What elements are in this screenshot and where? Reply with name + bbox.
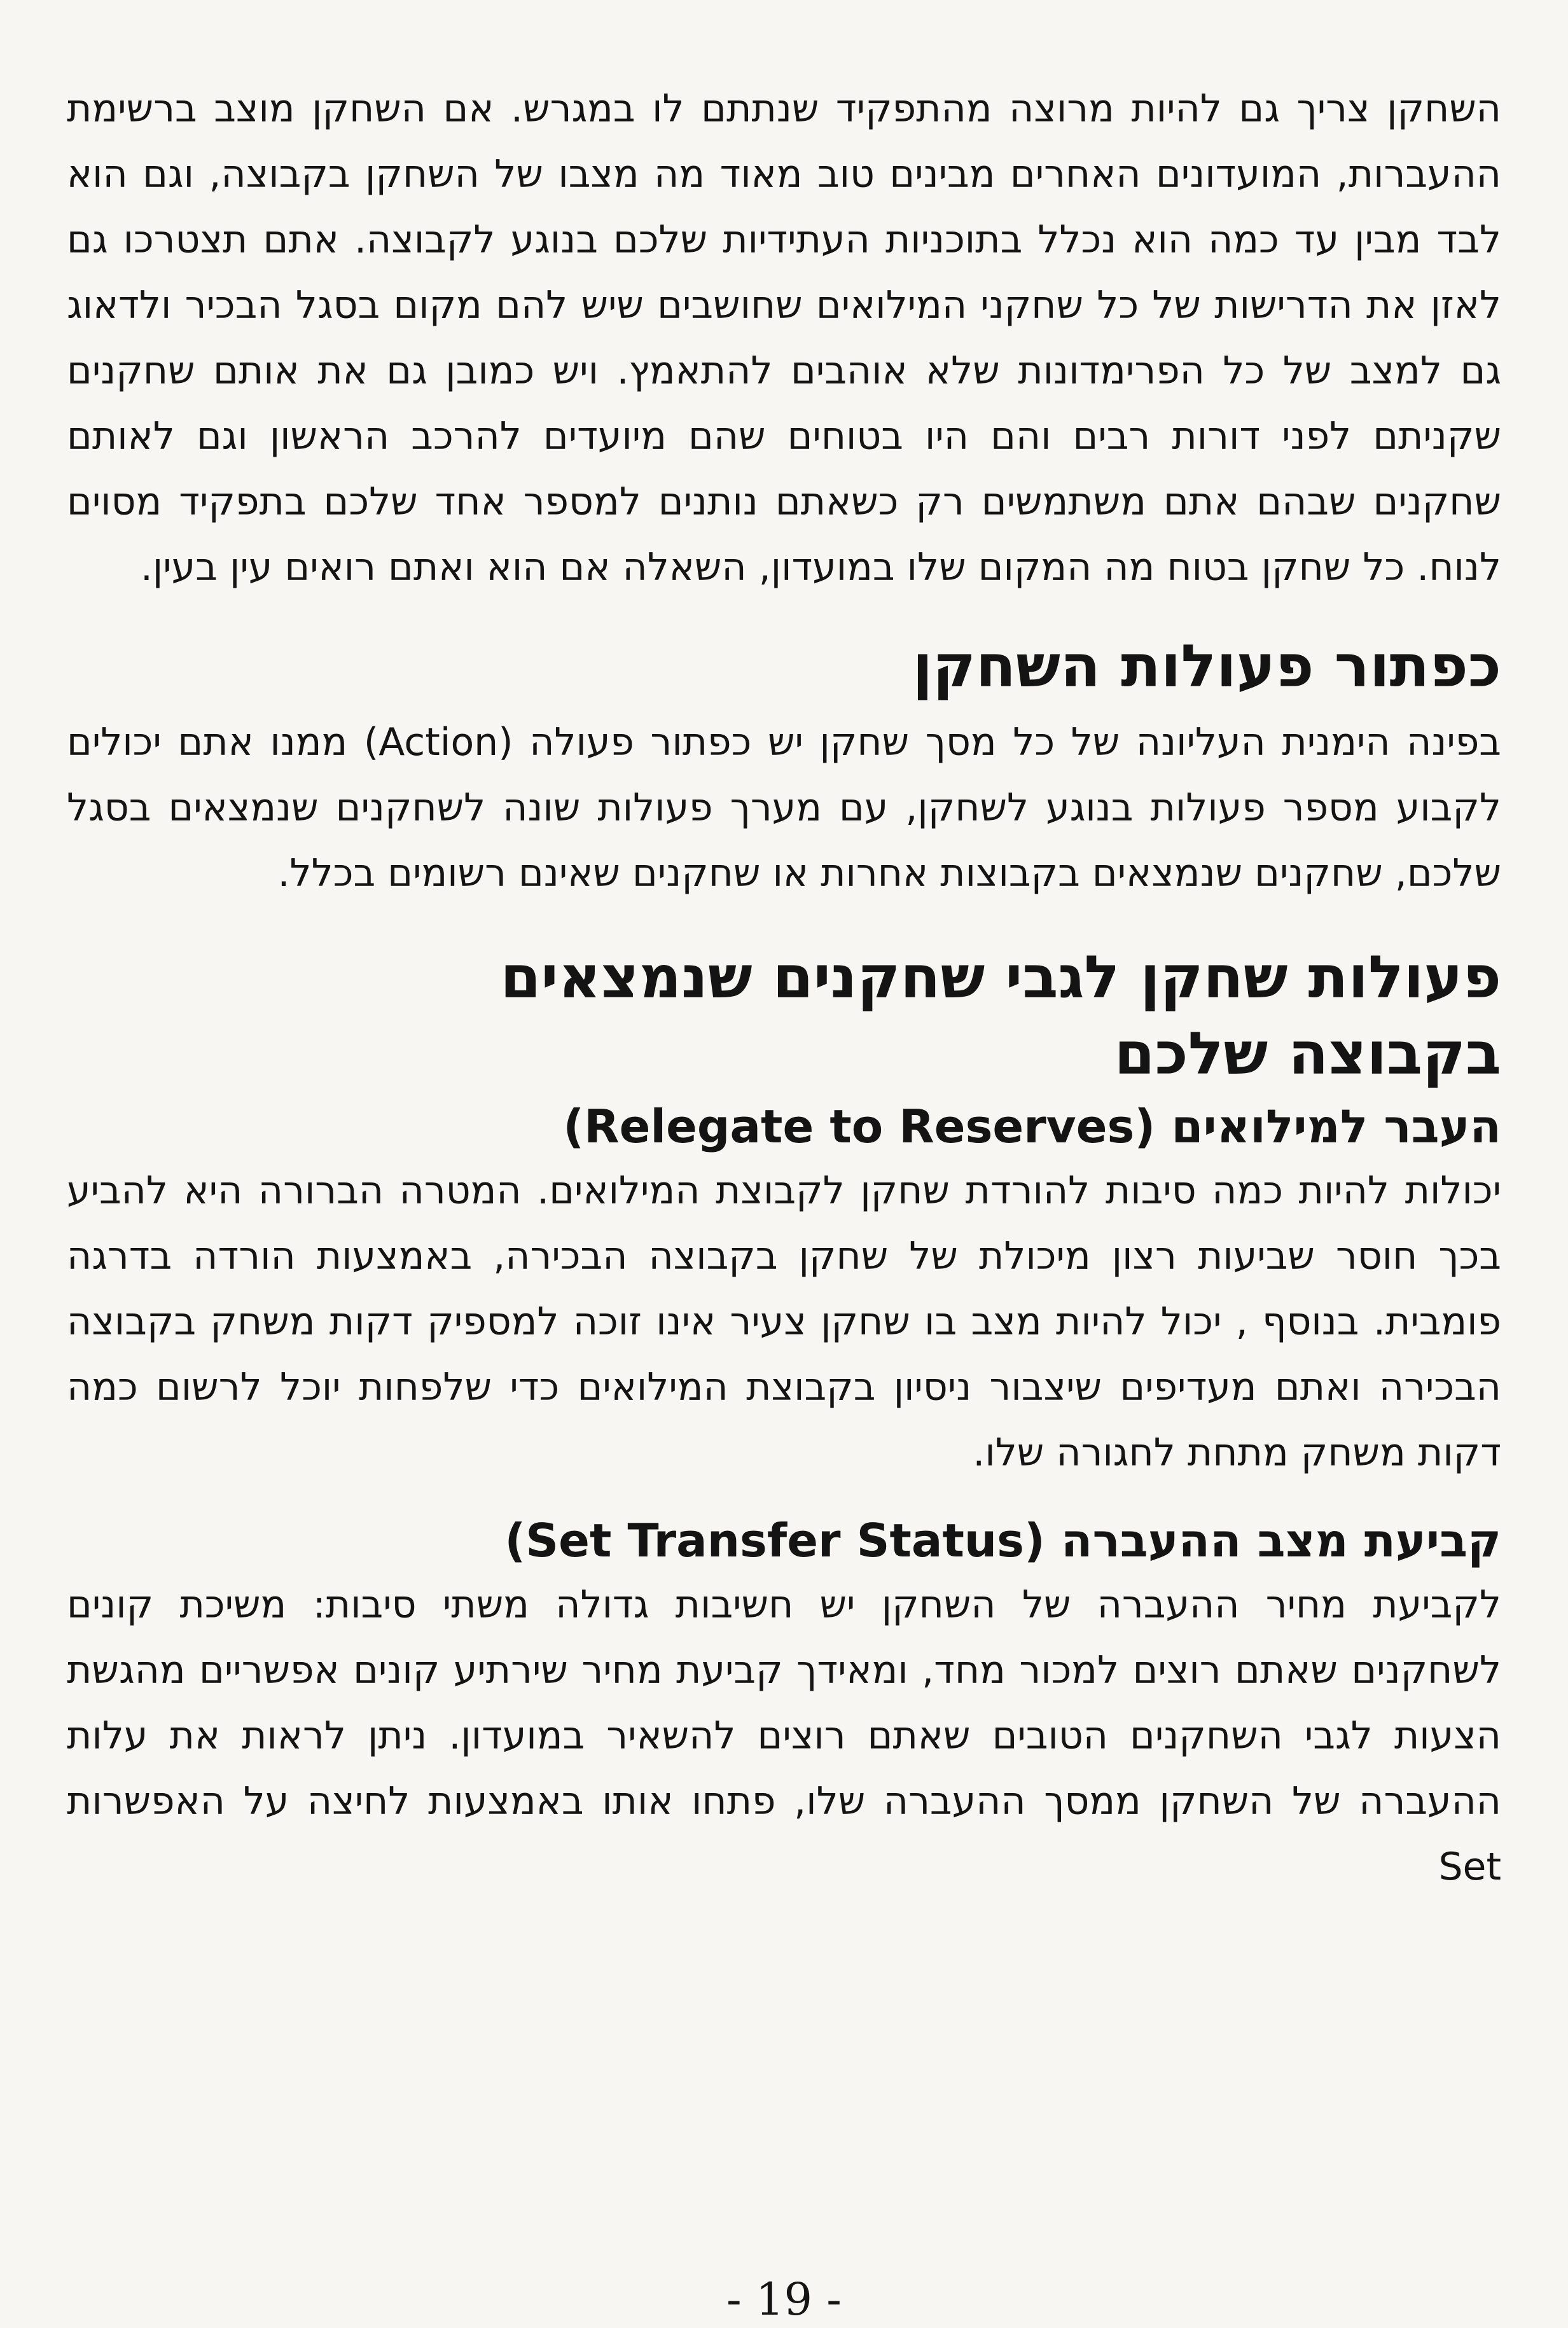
intro-paragraph: השחקן צריך גם להיות מרוצה מהתפקיד שנתתם לו במגרש. אם השחקן מוצב ברשימת ההעברות, המועדונים האחרים מבינים טוב מאוד מה מצבו של השחקן בקבוצה, וגם הוא לבד מבין עד כמה הוא נכלל בתוכניות העתידיות שלכם בנוגע לקבוצה. אתם תצטרכו גם לאזן את הדרישות של כל שחקני המילואים שחושבים שיש להם מקום בסגל הבכיר ולדאוג גם למצב של כל הפרימדונות שלא אוהבים להתאמץ. ויש כמובן גם את אותם שחקנים שקניתם לפני דורות רבים והם היו בטוחים שהם מיועדים להרכב הראשון וגם לאותם שחקנים שבהם אתם משתמשים רק כשאתם נותנים למספר אחד שלכם בתפקיד מסוים לנוח. כל שחקן בטוח מה המקום שלו במועדון, השאלה אם הוא ואתם רואים עין בעין. [67, 87, 1501, 590]
action-button-paragraph: בפינה הימנית העליונה של כל מסך שחקן יש כפתור פעולה (Action) ממנו אתם יכולים לקבוע מספר פעולות בנוגע לשחקן, עם מערך פעולות שונה לשחקנים שנמצאים בסגל שלכם, שחקנים שנמצאים בקבוצות אחרות או שחקנים שאינם רשומים בכלל. [67, 720, 1501, 896]
transfer-status-heading-hebrew: קביעת מצב ההעברה [1060, 1514, 1501, 1567]
action-button-heading: כפתור פעולות השחקן [912, 632, 1501, 700]
relegate-paragraph: יכולות להיות כמה סיבות להורדת שחקן לקבוצת המילואים. המטרה הברורה היא להביע בכך חוסר שביעות רצון מיכולת של שחקן בקבוצה הבכירה, באמצעות הורדה בדרגה פומבית. בנוסף , יכול להיות מצב בו שחקן צעיר אינו זוכה למספיק דקות משחק בקבוצה הבכירה ואתם מעדיפים שיצבור ניסיון בקבוצת המילואים כדי שלפחות יוכל לרשום כמה דקות משחק מתחת לחגורה שלו. [67, 1168, 1501, 1475]
transfer-status-heading [67, 1509, 1501, 1572]
relegate-heading-hebrew: העבר למילואים [1171, 1100, 1501, 1153]
squad-actions-heading-line2: בקבוצה שלכם [1114, 1020, 1501, 1088]
transfer-status-paragraph: לקביעת מחיר ההעברה של השחקן יש חשיבות גדולה משתי סיבות: משיכת קונים לשחקנים שאתם רוצים למכור מחד, ומאידך קביעת מחיר שירתיע קונים אפשריים מהגשת הצעות לגבי השחקנים הטובים שאתם רוצים להשאיר במועדון. ניתן לראות את עלות ההעברה של השחקן ממסך ההעברה שלו, פתחו אותו באמצעות לחיצה על האפשרות Set [67, 1583, 1501, 1889]
page-number: - 19 - [726, 2273, 842, 2325]
relegate-heading-english: (Relegate to Reserves) [563, 1100, 1156, 1153]
squad-actions-heading-line1: פעולות שחקן לגבי שחקנים שנמצאים [500, 943, 1501, 1011]
relegate-heading [67, 1095, 1501, 1158]
squad-actions-heading [67, 939, 1501, 1092]
transfer-status-heading-english: (Set Transfer Status) [504, 1514, 1045, 1567]
